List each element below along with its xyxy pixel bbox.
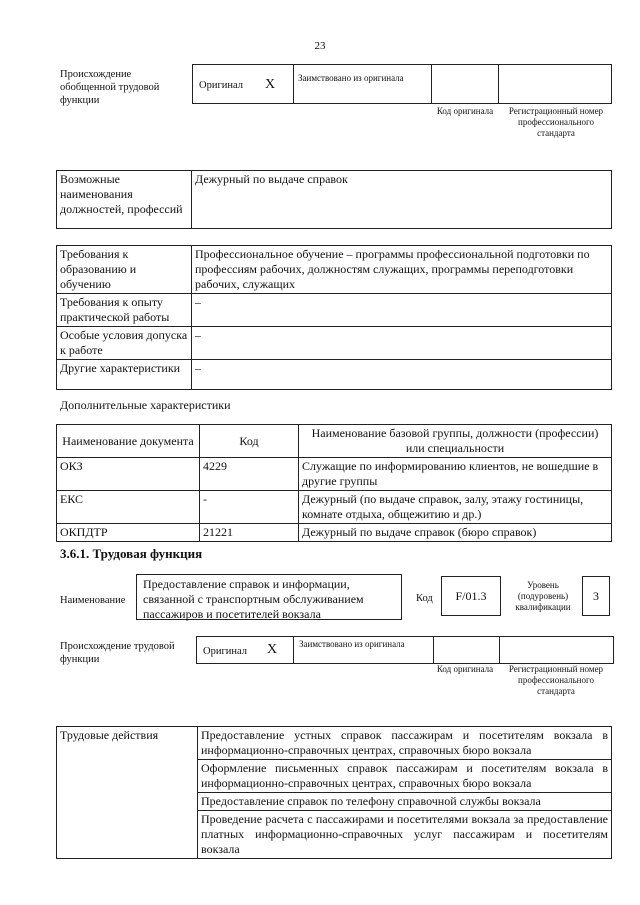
divider [431,65,432,103]
code-original-label: Код оригинала [436,106,494,116]
original-label: Оригинал [203,646,247,657]
actions-label: Трудовые действия [57,727,198,859]
requirement-value: Профессиональное обучение – программы профессиональной подготовки по профессиям рабочих, должностям служащих, программы переподготовки рабочих, служащих [192,246,612,294]
positions-value: Дежурный по выдаче справок [192,171,612,229]
origin-box [196,636,614,664]
name-cell: Служащие по информированию клиентов, не вошедшие в другие группы [299,458,612,491]
origin-label: Происхождение трудовой функции [60,641,175,665]
actions-table [56,726,612,859]
doc-cell: ОКПДТР [57,524,200,542]
additional-title: Дополнительные характеристики [60,398,231,412]
doc-cell: ЕКС [57,491,200,524]
header-code: Код [200,425,299,458]
header-name: Наименование базовой группы, должности (профессии) или специальности [299,425,612,458]
code-cell: 4229 [200,458,299,491]
borrowed-label: Заимствовано из оригинала [299,639,405,649]
requirement-value: – [192,360,612,390]
level-label: Уровень (подуровень) квалификации [515,580,571,612]
origin-label: Происхождение обобщенной трудовой функции [60,69,160,106]
function-code: F/01.3 [441,576,501,616]
name-label: Наименование [60,595,126,606]
requirement-label: Особые условия допуска к работе [57,327,192,360]
header-document: Наименование документа [57,425,200,458]
additional-table [56,424,612,542]
name-cell: Дежурный (по выдаче справок, залу, этажу гостиницы, комнате отдыха, общежитию и др.) [299,491,612,524]
page-number: 23 [314,40,326,52]
reg-number-label: Регистрационный номер профессионального стандарта [508,106,604,138]
requirement-label: Другие характеристики [57,360,192,390]
positions-label: Возможные наименования должностей, профессий [57,171,192,229]
action-item: Оформление письменных справок пассажирам и посетителям вокзала в информационно-справочных центрах, справочных бюро вокзала [198,760,612,793]
reg-number-label: Регистрационный номер профессионального стандарта [508,664,604,696]
divider [498,65,499,103]
divider [293,65,294,103]
name-cell: Дежурный по выдаче справок (бюро справок) [299,524,612,542]
code-cell: 21221 [200,524,299,542]
divider [293,637,294,663]
code-original-label: Код оригинала [436,664,494,674]
requirement-label: Требования к образованию и обучению [57,246,192,294]
original-label: Оригинал [199,80,243,91]
original-mark: X [265,77,276,92]
level-value: 3 [582,576,610,616]
positions-table [56,170,612,229]
function-heading: 3.6.1. Трудовая функция [60,546,203,561]
code-cell: - [200,491,299,524]
function-name: Предоставление справок и информации, связанной с транспортным обслуживанием пассажиров и посетителей вокзала [136,574,402,620]
origin-box [192,64,612,104]
divider [499,637,500,663]
requirement-value: – [192,327,612,360]
action-item: Предоставление справок по телефону справочной службы вокзала [198,793,612,811]
requirements-table [56,245,612,390]
original-mark: X [267,642,278,657]
code-label: Код [416,593,433,604]
doc-cell: ОКЗ [57,458,200,491]
borrowed-label: Заимствовано из оригинала [298,73,404,83]
action-item: Предоставление устных справок пассажирам и посетителям вокзала в информационно-справочных центрах, справочных бюро вокзала [198,727,612,760]
requirement-value: – [192,294,612,327]
divider [433,637,434,663]
requirement-label: Требования к опыту практической работы [57,294,192,327]
action-item: Проведение расчета с пассажирами и посетителями вокзала за предоставление платных информационно-справочных услуг пассажирам и посетителям вокзала [198,811,612,859]
